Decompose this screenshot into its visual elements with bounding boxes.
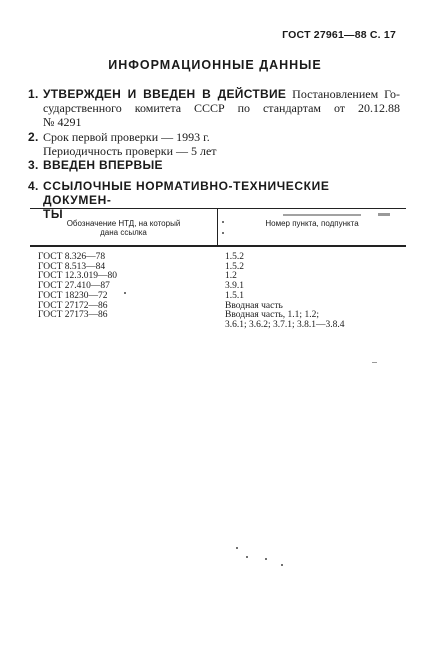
section-cell: 1.5.1 xyxy=(225,290,244,301)
item-text: Срок первой проверки — 1993 г. xyxy=(43,130,210,144)
item-approved xyxy=(28,87,400,129)
item-number: 3. xyxy=(28,158,39,172)
item-text: Постановлением Го- xyxy=(292,87,400,101)
scan-smudge xyxy=(372,362,377,363)
section-cell: 1.5.2 xyxy=(225,252,244,262)
item-number: 4. xyxy=(28,179,39,193)
item-lead: УТВЕРЖДЕН И ВВЕДЕН В ДЕЙСТВИЕ xyxy=(43,87,287,101)
item-introduced xyxy=(28,158,400,172)
doc-cell: ГОСТ 27173—86 xyxy=(38,310,108,321)
doc-cell: ГОСТ 27172—86 xyxy=(38,300,108,311)
header-cell-section: Номер пункта, подпункта xyxy=(265,219,359,228)
item-text: Периодичность проверки — 5 лет xyxy=(43,144,217,158)
item-number: 2. xyxy=(28,130,39,144)
item-text: № 4291 xyxy=(43,115,82,129)
scan-speck xyxy=(124,292,126,294)
scan-speck xyxy=(246,556,248,558)
item-text: ВВЕДЕН ВПЕРВЫЕ xyxy=(43,158,163,172)
item-text: сударственного комитета СССР по стандартам от 20.12.88 xyxy=(43,101,400,115)
references-table-body xyxy=(38,253,378,331)
scan-speck xyxy=(265,558,267,560)
doc-cell: ГОСТ 12.3.019—80 xyxy=(38,271,117,282)
doc-cell: ГОСТ 8.326—78 xyxy=(38,252,106,262)
table-row xyxy=(38,321,378,331)
scan-smudge xyxy=(283,214,361,216)
scan-speck xyxy=(222,221,224,223)
section-cell: 3.9.1 xyxy=(225,281,244,292)
doc-cell: ГОСТ 27.410—87 xyxy=(38,281,110,292)
header-text: дана ссылка xyxy=(100,228,147,237)
doc-cell xyxy=(38,321,225,331)
section-cell: Вводная часть, 1.1; 1.2; xyxy=(225,310,319,321)
section-cell: Вводная часть xyxy=(225,300,283,311)
doc-cell: ГОСТ 8.513—84 xyxy=(38,261,106,272)
scan-smudge xyxy=(378,213,390,216)
section-cell: 1.2 xyxy=(225,271,237,282)
scan-speck xyxy=(222,232,224,234)
header-text: Обозначение НТД, на который xyxy=(66,219,181,228)
header-cell-document xyxy=(30,209,218,245)
item-number: 1. xyxy=(28,87,39,101)
page-title: ИНФОРМАЦИОННЫЕ ДАННЫЕ xyxy=(108,58,322,72)
scan-speck xyxy=(236,547,238,549)
item-text: ССЫЛОЧНЫЕ НОРМАТИВНО-ТЕХНИЧЕСКИЕ ДОКУМЕН- xyxy=(43,179,330,207)
item-review xyxy=(28,130,400,158)
scan-speck xyxy=(281,564,283,566)
item-text: ТЫ xyxy=(43,207,64,221)
doc-cell: ГОСТ 18230—72 xyxy=(38,290,108,301)
section-cell: 3.6.1; 3.6.2; 3.7.1; 3.8.1—3.8.4 xyxy=(225,319,345,330)
section-cell: 1.5.2 xyxy=(225,261,244,272)
page-header-reference: ГОСТ 27961—88 С. 17 xyxy=(282,29,396,41)
